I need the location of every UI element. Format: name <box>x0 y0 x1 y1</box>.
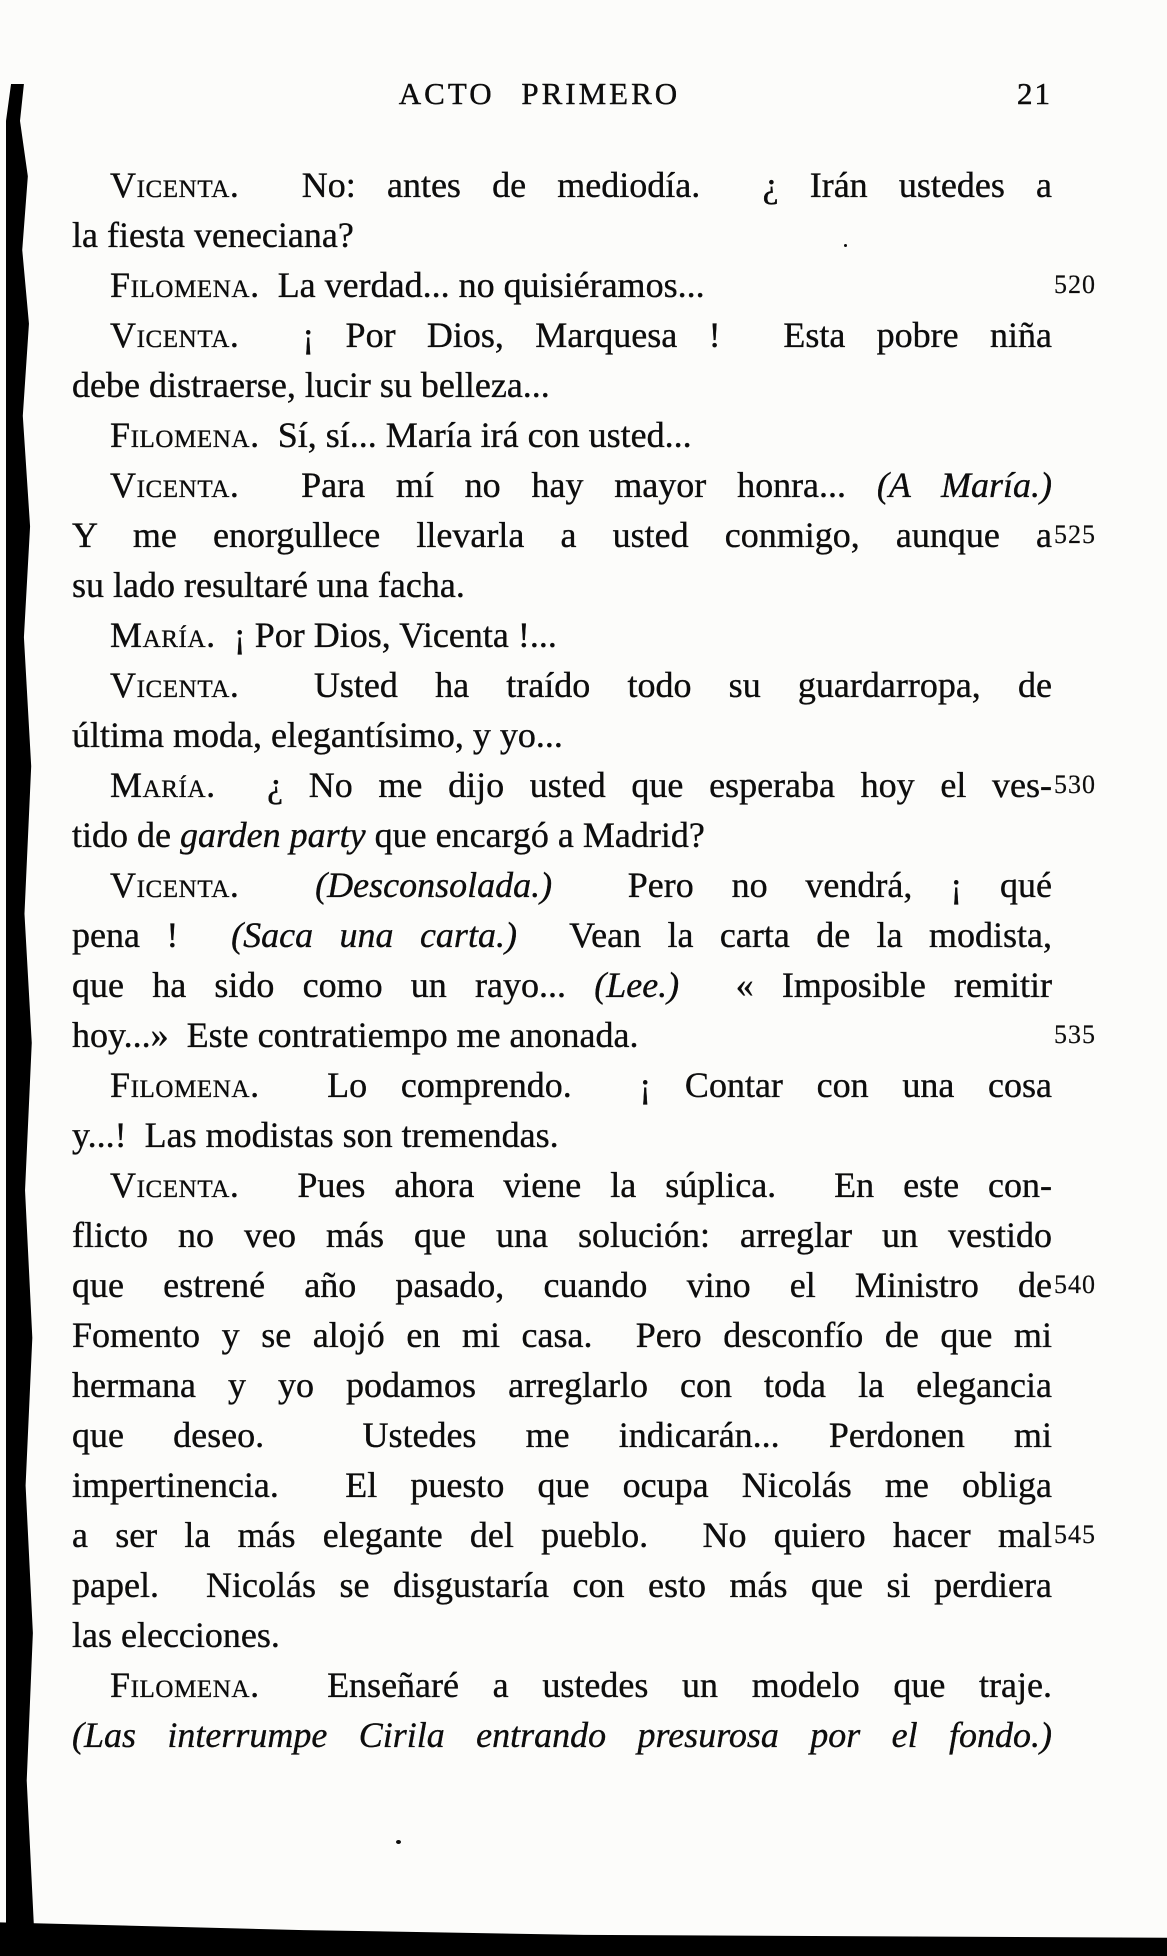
dialogue-text: hoy...» Este contratiempo me anonada. <box>72 1015 639 1055</box>
text-line <box>72 260 1096 310</box>
speaker-name: Vicenta. <box>110 165 240 205</box>
text-line <box>72 310 1052 360</box>
dialogue-text: que ha sido como un rayo... <box>72 965 595 1005</box>
speaker-name: Vicenta. <box>110 1165 240 1205</box>
section-title: ACTO PRIMERO <box>398 76 681 111</box>
speaker-name: Filomena. <box>110 1665 260 1705</box>
dialogue-text: papel. Nicolás se disgustaría con esto más que si perdiera <box>72 1565 1052 1605</box>
play-text <box>72 160 1096 1760</box>
dialogue-text: impertinencia. El puesto que ocupa Nicolás me obliga <box>72 1465 1052 1505</box>
dialogue-text: tido de <box>72 815 180 855</box>
text-line <box>72 1260 1096 1310</box>
ink-speck <box>844 244 847 247</box>
text-line <box>72 360 1052 410</box>
dialogue-text: las elecciones. <box>72 1615 280 1655</box>
text-line <box>72 1510 1096 1560</box>
dialogue-text: y...! Las modistas son tremendas. <box>72 1115 559 1155</box>
text-line <box>72 1210 1052 1260</box>
text-line <box>72 510 1096 560</box>
dialogue-text: Y me enorgullece llevarla a usted conmigo, aunque a <box>72 515 1052 555</box>
dialogue-text: Pero no vendrá, ¡ qué <box>552 865 1052 905</box>
dialogue-text: Enseñaré a ustedes un modelo que traje. <box>259 1665 1052 1705</box>
dialogue-text: debe distraerse, lucir su belleza... <box>72 365 550 405</box>
text-line <box>72 1560 1052 1610</box>
dialogue-text: Fomento y se alojó en mi casa. Pero desconfío de que mi <box>72 1315 1052 1355</box>
text-line <box>72 210 1052 260</box>
dialogue-text: No: antes de mediodía. ¿ Irán ustedes a <box>239 165 1052 205</box>
stage-direction: garden party <box>179 815 366 855</box>
dialogue-text: pena ! <box>72 915 232 955</box>
speaker-name: Vicenta. <box>110 665 240 705</box>
dialogue-text: que estrené año pasado, cuando vino el Ministro de <box>72 1265 1052 1305</box>
speaker-name: Vicenta. <box>110 865 240 905</box>
text-line <box>72 910 1052 960</box>
verse-line-number: 535 <box>1054 1020 1096 1049</box>
stage-direction: (Saca una carta.) <box>231 915 517 955</box>
verse-line-number: 520 <box>1054 270 1096 299</box>
text-line <box>72 610 1052 660</box>
dialogue-text: « Imposible remitir <box>679 965 1052 1005</box>
text-line <box>72 1710 1052 1760</box>
text-line <box>72 1010 1096 1060</box>
dialogue-text: Lo comprendo. ¡ Contar con una cosa <box>259 1065 1052 1105</box>
text-line <box>72 1160 1052 1210</box>
text-line <box>72 1660 1052 1710</box>
verse-line-number: 525 <box>1054 520 1096 549</box>
running-header <box>72 76 1052 120</box>
text-line <box>72 960 1052 1010</box>
text-line <box>72 1410 1052 1460</box>
ink-speck <box>396 1840 401 1844</box>
text-line <box>72 560 1052 610</box>
dialogue-text: ¡ Por Dios, Marquesa ! Esta pobre niña <box>239 315 1052 355</box>
stage-direction: (A María.) <box>876 465 1052 505</box>
text-line <box>72 1110 1052 1160</box>
dialogue-text: ¡ Por Dios, Vicenta !... <box>215 615 557 655</box>
dialogue-text: su lado resultaré una facha. <box>72 565 465 605</box>
speaker-name: Vicenta. <box>110 315 240 355</box>
text-line <box>72 1060 1052 1110</box>
dialogue-text: Vean la carta de la modista, <box>516 915 1052 955</box>
stage-direction: (Las interrumpe Cirila entrando presurosa por el fondo.) <box>72 1715 1052 1755</box>
speaker-name: María. <box>110 615 216 655</box>
dialogue-text: flicto no veo más que una solución: arreglar un vestido <box>72 1215 1052 1255</box>
text-line <box>72 760 1096 810</box>
dialogue-text: Sí, sí... María irá con usted... <box>259 415 692 455</box>
stage-direction: (Lee.) <box>594 965 680 1005</box>
dialogue-text: Para mí no hay mayor honra... <box>239 465 877 505</box>
speaker-name: Filomena. <box>110 1065 260 1105</box>
text-line <box>72 1610 1052 1660</box>
text-line <box>72 1360 1052 1410</box>
dialogue-text: ¿ No me dijo usted que esperaba hoy el ves- <box>215 765 1052 805</box>
verse-line-number: 540 <box>1054 1270 1096 1299</box>
text-line <box>72 860 1052 910</box>
text-line <box>72 160 1052 210</box>
verse-line-number: 530 <box>1054 770 1096 799</box>
text-line <box>72 1460 1052 1510</box>
speaker-name: María. <box>110 765 216 805</box>
page-edge-shadow <box>0 1908 1167 1956</box>
text-line <box>72 460 1052 510</box>
dialogue-text: la fiesta veneciana? <box>72 215 354 255</box>
dialogue-text: que deseo. Ustedes me indicarán... Perdonen mi <box>72 1415 1052 1455</box>
dialogue-text: hermana y yo podamos arreglarlo con toda la elegancia <box>72 1365 1052 1405</box>
text-line <box>72 710 1052 760</box>
dialogue-text: Pues ahora viene la súplica. En este con- <box>239 1165 1052 1205</box>
dialogue-text <box>239 865 315 905</box>
text-line <box>72 810 1052 860</box>
text-line <box>72 660 1052 710</box>
dialogue-text: a ser la más elegante del pueblo. No quiero hacer mal <box>72 1515 1052 1555</box>
text-line <box>72 410 1052 460</box>
dialogue-text: que encargó a Madrid? <box>365 815 705 855</box>
speaker-name: Vicenta. <box>110 465 240 505</box>
verse-line-number: 545 <box>1054 1520 1096 1549</box>
stage-direction: (Desconsolada.) <box>315 865 553 905</box>
dialogue-text: La verdad... no quisiéramos... <box>259 265 705 305</box>
text-line <box>72 1310 1052 1360</box>
page-number: 21 <box>1017 76 1052 111</box>
speaker-name: Filomena. <box>110 265 260 305</box>
dialogue-text: Usted ha traído todo su guardarropa, de <box>239 665 1052 705</box>
speaker-name: Filomena. <box>110 415 260 455</box>
binding-shadow <box>6 84 34 1928</box>
dialogue-text: última moda, elegantísimo, y yo... <box>72 715 563 755</box>
